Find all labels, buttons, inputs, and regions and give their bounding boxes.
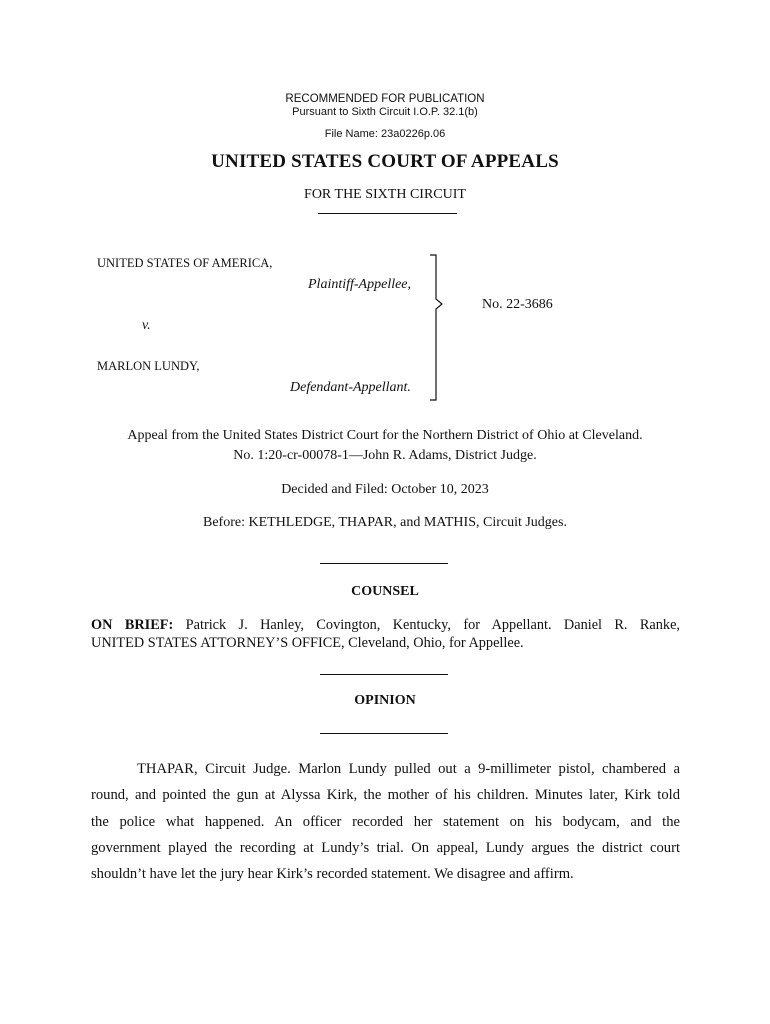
versus: v. [142,318,151,333]
publication-status: RECOMMENDED FOR PUBLICATION [285,93,485,105]
section-divider [320,733,448,734]
caption-bracket [428,254,448,402]
opinion-line: government played the recording at Lundy’s trial. On appeal, Lundy argues the district court [91,839,680,856]
court-title: UNITED STATES COURT OF APPEALS [211,151,559,172]
panel-judges: Before: KETHLEDGE, THAPAR, and MATHIS, Circuit Judges. [203,515,567,530]
counsel-heading: COUNSEL [351,584,419,599]
pursuant-note: Pursuant to Sixth Circuit I.O.P. 32.1(b) [292,106,478,118]
section-divider [320,674,448,675]
opinion-paragraph [91,756,680,887]
plaintiff-role: Plaintiff-Appellee, [308,277,412,292]
decided-date: Decided and Filed: October 10, 2023 [281,482,489,497]
title-underline [318,213,457,214]
counsel-text-1: Patrick J. Hanley, Covington, Kentucky, for Appellant. Daniel R. Ranke, [185,617,680,633]
counsel-line-1 [91,617,680,634]
opinion-line: round, and pointed the gun at Alyssa Kirk, the mother of his children. Minutes later, Kirk told [91,787,680,804]
opinion-line: THAPAR, Circuit Judge. Marlon Lundy pulled out a 9-millimeter pistol, chambered a [137,761,680,777]
opinion-heading: OPINION [354,693,416,708]
opinion-line: shouldn’t have let the jury hear Kirk’s recorded statement. We disagree and affirm. [91,866,574,883]
appeal-from: Appeal from the United States District Court for the Northern District of Ohio at Cleveland. [127,428,643,443]
circuit-name: FOR THE SIXTH CIRCUIT [304,187,466,202]
file-name: File Name: 23a0226p.06 [324,128,446,140]
defendant-name: MARLON LUNDY, [97,359,200,373]
defendant-role: Defendant-Appellant. [290,380,411,395]
opinion-line: the police what happened. An officer recorded her statement on his bodycam, and the [91,813,680,830]
district-case-number: No. 1:20-cr-00078-1—John R. Adams, District Judge. [233,448,537,463]
section-divider [320,563,448,564]
plaintiff-name: UNITED STATES OF AMERICA, [97,256,273,270]
on-brief-label: ON BRIEF: [91,617,174,633]
counsel-line-2: UNITED STATES ATTORNEY’S OFFICE, Cleveland, Ohio, for Appellee. [91,635,524,651]
case-number: No. 22-3686 [482,297,553,312]
